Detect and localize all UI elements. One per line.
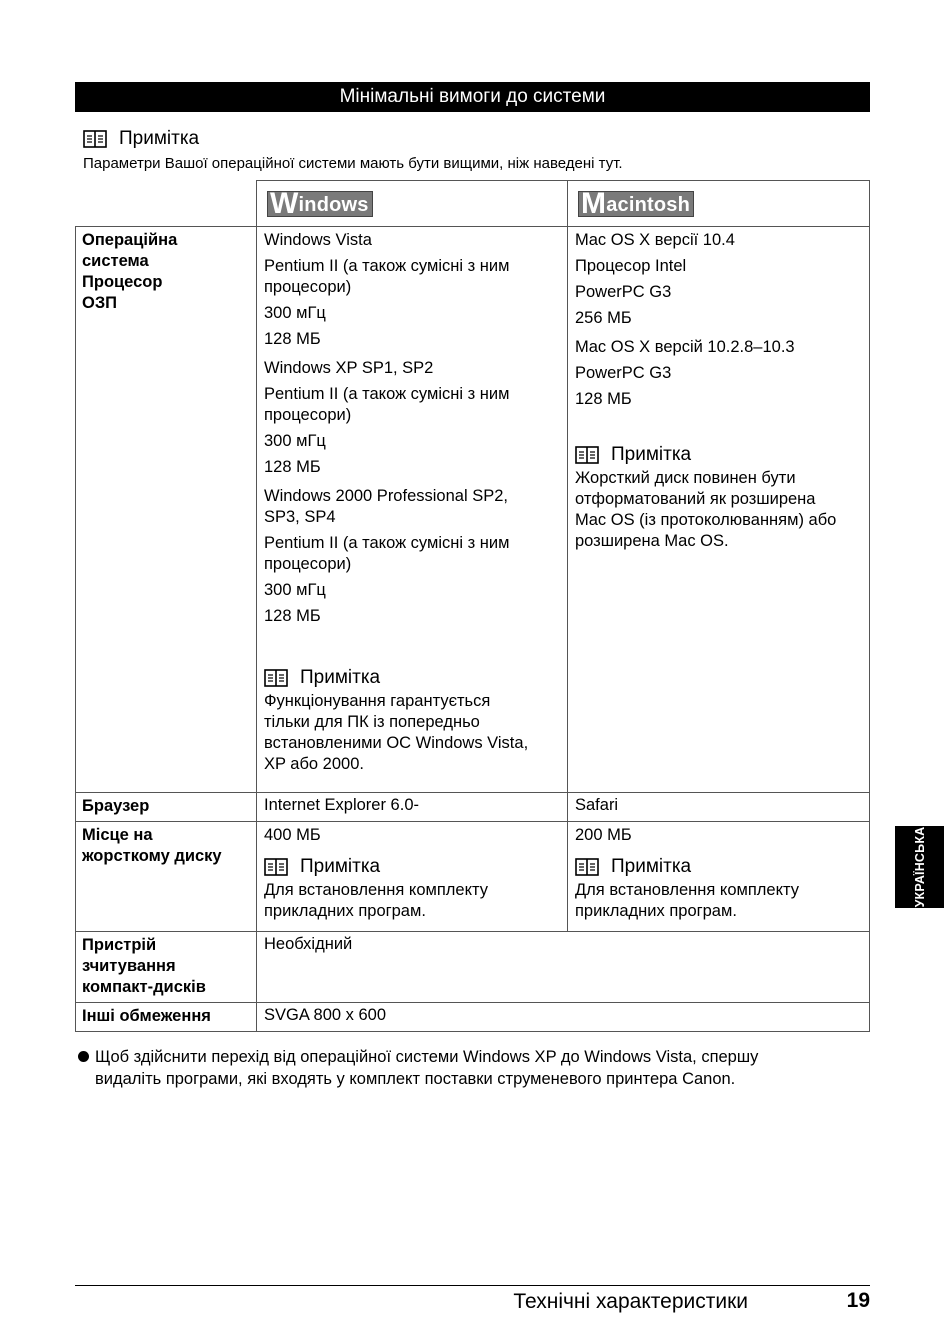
book-icon (264, 669, 288, 687)
note-heading-text: Примітка (119, 128, 200, 149)
bullet-note: Щоб здійснити перехід від операційної системи Windows XP до Windows Vista, спершу видаліть програми, які входять у комплект поставки струменевого принтера Canon. (78, 1046, 858, 1090)
mac-column-header (568, 181, 870, 227)
mac-os-cell: Mac OS X версії 10.4 Процесор Intel PowerPC G3 256 МБ Mac OS X версій 10.2.8–10.3 PowerPC G3 128 МБ Примітка Жорсткий диск повинен бути отформатований як розширена Mac OS (із протоколюванням) або розширена Mac OS. (568, 227, 870, 793)
bullet-dot-icon (78, 1051, 89, 1062)
table-header-row (76, 181, 870, 227)
table-row-os (76, 227, 870, 793)
table-row-browser (76, 793, 870, 822)
windows-os-note: Примітка Функціонування гарантується тільки для ПК із попередньо встановленими ОС Windows Vista, XP або 2000. (264, 667, 529, 773)
table-row-other (76, 1003, 870, 1032)
cd-value-cell: Необхідний (257, 932, 870, 1003)
windows-disk-cell: 400 МБ Примітка Для встановлення комплекту прикладних програм. (257, 822, 568, 932)
macintosh-logo: Macintosh (578, 191, 694, 217)
mac-disk-cell: 200 МБ Примітка Для встановлення комплекту прикладних програм. (568, 822, 870, 932)
language-tab: УКРАЇНСЬКА (895, 826, 944, 908)
page-number: 19 (846, 1289, 870, 1312)
windows-os-cell: Windows Vista Pentium II (а також сумісні з ним процесори) 300 мГц 128 МБ Windows XP SP1, SP2 Pentium II (а також сумісні з ним процесори) 300 мГц 128 МБ Windows 2000 Professional SP2, SP3, SP4 Pentium II (а також сумісні з ним процесори) 300 мГц 128 МБ Примітка Функціонування гарантується тільки для ПК із попередньо встановленими ОС Windows Vista, XP або 2000. (257, 227, 568, 793)
footer-divider (75, 1285, 870, 1286)
footer-section-title: Технічні характеристики (513, 1290, 748, 1313)
row-label-disk: Місце на жорсткому диску (76, 822, 257, 932)
row-label-cd: Пристрій зчитування компакт-дисків (76, 932, 257, 1003)
empty-corner-cell (76, 181, 257, 227)
book-icon (264, 858, 288, 876)
windows-logo: Windows (267, 191, 373, 217)
book-icon (575, 858, 599, 876)
other-value-cell: SVGA 800 x 600 (257, 1003, 870, 1032)
row-label-other: Інші обмеження (76, 1003, 257, 1032)
table-row-cd (76, 932, 870, 1003)
windows-column-header (257, 181, 568, 227)
requirements-table (75, 180, 870, 1032)
book-icon (575, 446, 599, 464)
book-icon (83, 130, 107, 148)
windows-browser-cell: Internet Explorer 6.0- (257, 793, 568, 822)
row-label-os: Операційна система Процесор ОЗП (76, 227, 257, 793)
row-label-browser: Браузер (76, 793, 257, 822)
note-text: Параметри Вашої операційної системи мають бути вищими, ніж наведені тут. (83, 155, 623, 172)
mac-os-note: Примітка Жорсткий диск повинен бути отформатований як розширена Mac OS (із протоколюванням) або розширена Mac OS. (575, 444, 837, 550)
note-heading (83, 128, 199, 150)
table-row-disk (76, 822, 870, 932)
mac-browser-cell: Safari (568, 793, 870, 822)
page-title: Мінімальні вимоги до системи (75, 82, 870, 112)
